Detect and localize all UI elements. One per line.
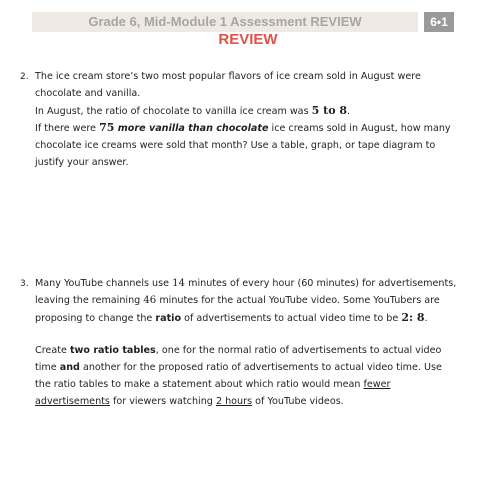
underlined-text: fewer advertisements	[35, 378, 391, 407]
problem-number: 3.	[20, 279, 29, 289]
problem-text-segment: Many YouTube channels use	[35, 278, 173, 289]
problem-text-segment: of YouTube videos.	[252, 395, 344, 407]
problem-text-segment: In August, the ratio of chocolate to vanilla ice cream was	[35, 105, 312, 117]
header-title: Grade 6, Mid-Module 1 Assessment REVIEW	[88, 14, 362, 29]
problem-text	[35, 69, 460, 103]
problem-3	[20, 276, 460, 411]
problem-text-segment: of advertisements to actual video time to be	[181, 312, 402, 324]
problem-text-segment: The ice cream store’s two most popular flavors of ice cream sold in August were chocolate and vanilla.	[35, 71, 421, 99]
problem-text-segment: another for the proposed ratio of advertisements to actual video time. Use the ratio tables to make a statement about which ratio would mean	[35, 362, 442, 390]
problem-text-segment: minutes for the actual YouTube video. Some YouTubers are proposing to change the	[35, 294, 440, 324]
review-title: REVIEW	[218, 31, 278, 48]
problem-body	[35, 276, 460, 411]
problem-text	[35, 103, 460, 121]
ratio-value: 2: 8	[401, 310, 425, 324]
problem-text-segment: .	[347, 105, 351, 117]
paragraph-gap	[35, 327, 460, 343]
ratio-value: 5 to 8	[311, 103, 348, 117]
problem-text	[35, 276, 460, 327]
problem-text-segment: for viewers watching	[109, 395, 216, 407]
emphasis-text: more vanilla than chocolate	[114, 123, 269, 135]
problem-number: 2.	[20, 72, 29, 82]
problem-text-segment: If there were	[35, 123, 100, 135]
emphasis-text: two ratio tables	[69, 345, 156, 357]
problem-text-segment: , one for the normal ratio of advertisements to actual video time	[35, 345, 442, 374]
problem-text	[35, 343, 460, 410]
problem-text-segment: Create	[35, 345, 70, 357]
quantity-value: 75	[99, 121, 115, 135]
problem-body	[35, 69, 460, 172]
problem-text-segment: .	[424, 312, 428, 324]
minutes-value: 14	[172, 278, 186, 289]
problem-text	[35, 120, 460, 171]
problem-text-segment: minutes of every hour (60 minutes) for advertisements, leaving the remaining	[35, 278, 457, 306]
remaining-value: 46	[143, 294, 157, 306]
ratio-word: ratio	[155, 312, 182, 324]
underlined-text: 2 hours	[215, 395, 253, 407]
emphasis-text: and	[59, 362, 80, 374]
module-badge: 6•1	[424, 12, 454, 32]
problem-text-segment: ice creams sold in August, how many chocolate ice creams were sold that month? Use a table, graph, or tape diagram to justify your answer.	[35, 123, 451, 168]
problem-2	[20, 69, 460, 172]
